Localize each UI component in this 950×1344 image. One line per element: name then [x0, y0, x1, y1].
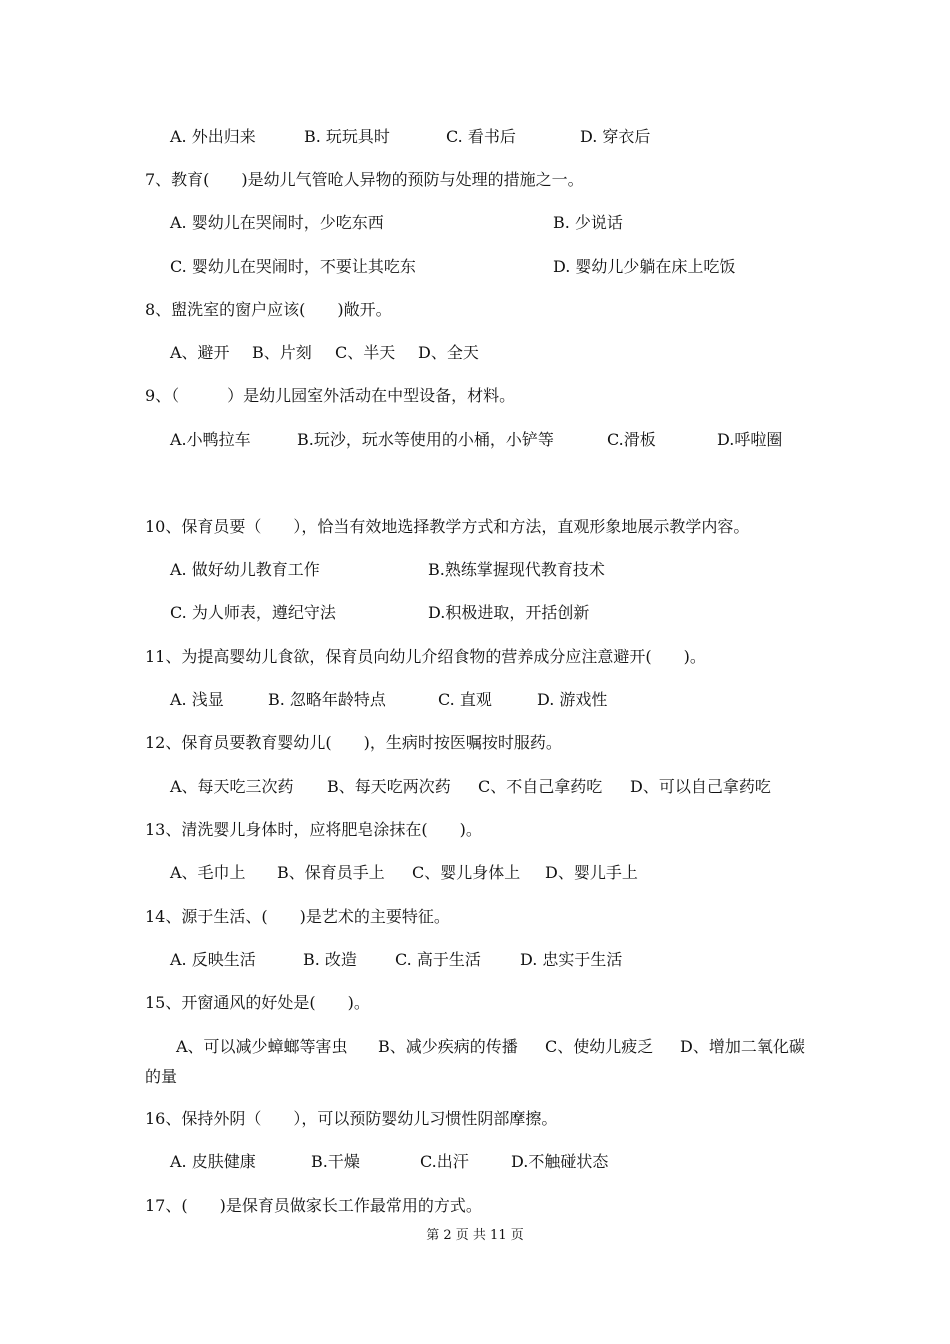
q14-option-d: D. 忠实于生活 [520, 950, 623, 969]
q15-stem: 15、开窗通风的好处是( )。 [145, 993, 370, 1012]
q9-option-c: C.滑板 [607, 430, 656, 449]
q16-option-a: A. 皮肤健康 [170, 1152, 256, 1171]
q15-wrap: 的量 [145, 1067, 178, 1086]
q13-option-c: C、婴儿身体上 [412, 863, 521, 882]
q10-option-a: A. 做好幼儿教育工作 [170, 560, 320, 579]
q10-option-c: C. 为人师表，遵纪守法 [170, 603, 336, 622]
q13-option-d: D、婴儿手上 [545, 863, 638, 882]
q15-option-c: C、使幼儿疲乏 [545, 1037, 654, 1056]
q14-option-a: A. 反映生活 [170, 950, 256, 969]
q16-option-b: B.干燥 [311, 1152, 360, 1171]
q16-stem: 16、保持外阴（ ），可以预防婴幼儿习惯性阴部摩擦。 [145, 1109, 558, 1128]
q14-option-c: C. 高于生活 [395, 950, 481, 969]
q14-option-b: B. 改造 [303, 950, 357, 969]
q11-option-c: C. 直观 [438, 690, 492, 709]
q11-stem: 11、为提高婴幼儿食欲，保育员向幼儿介绍食物的营养成分应注意避开( )。 [145, 647, 706, 666]
q7-option-b: B. 少说话 [553, 213, 623, 232]
q6-option-a: A. 外出归来 [170, 127, 256, 146]
q13-option-a: A、毛巾上 [170, 863, 246, 882]
q17-stem: 17、( )是保育员做家长工作最常用的方式。 [145, 1196, 482, 1215]
q12-option-a: A、每天吃三次药 [170, 777, 294, 796]
q7-stem: 7、教育( )是幼儿气管呛人异物的预防与处理的措施之一。 [145, 170, 584, 189]
q9-option-a: A.小鸭拉车 [170, 430, 251, 449]
q8-option-c: C、半天 [335, 343, 396, 362]
q11-option-a: A. 浅显 [170, 690, 224, 709]
q12-option-d: D、可以自己拿药吃 [630, 777, 771, 796]
q9-option-d: D.呼啦圈 [717, 430, 783, 449]
q15-option-d: D、增加二氧化碳 [680, 1037, 805, 1056]
q16-option-d: D.不触碰状态 [511, 1152, 609, 1171]
q9-stem: 9、（ ）是幼儿园室外活动在中型设备，材料。 [145, 386, 516, 405]
q12-option-b: B、每天吃两次药 [327, 777, 451, 796]
q13-stem: 13、清洗婴儿身体时，应将肥皂涂抹在( )。 [145, 820, 482, 839]
q7-option-d: D. 婴幼儿少躺在床上吃饭 [553, 257, 736, 276]
q6-option-b: B. 玩玩具时 [304, 127, 390, 146]
q8-option-b: B、片刻 [252, 343, 312, 362]
q12-option-c: C、不自己拿药吃 [478, 777, 603, 796]
q10-stem: 10、保育员要（ ），恰当有效地选择教学方式和方法，直观形象地展示教学内容。 [145, 517, 750, 536]
q13-option-b: B、保育员手上 [277, 863, 385, 882]
q11-option-d: D. 游戏性 [537, 690, 608, 709]
page-footer: 第 2 页 共 11 页 [426, 1228, 524, 1243]
q10-option-b: B.熟练掌握现代教育技术 [428, 560, 605, 579]
q10-option-d: D.积极进取，开括创新 [428, 603, 590, 622]
q8-option-d: D、全天 [418, 343, 479, 362]
q6-option-d: D. 穿衣后 [580, 127, 651, 146]
q8-option-a: A、避开 [170, 343, 230, 362]
q16-option-c: C.出汗 [420, 1152, 469, 1171]
q15-option-a: A、可以减少蟑螂等害虫 [176, 1037, 348, 1056]
q9-option-b: B.玩沙，玩水等使用的小桶，小铲等 [297, 430, 554, 449]
q7-option-c: C. 婴幼儿在哭闹时，不要让其吃东 [170, 257, 416, 276]
q6-option-c: C. 看书后 [446, 127, 516, 146]
q11-option-b: B. 忽略年龄特点 [268, 690, 386, 709]
q14-stem: 14、源于生活、( )是艺术的主要特征。 [145, 907, 450, 926]
q12-stem: 12、保育员要教育婴幼儿( )，生病时按医嘱按时服药。 [145, 733, 562, 752]
q7-option-a: A. 婴幼儿在哭闹时，少吃东西 [170, 213, 384, 232]
q15-option-b: B、减少疾病的传播 [378, 1037, 518, 1056]
q8-stem: 8、盥洗室的窗户应该( )敞开。 [145, 300, 392, 319]
